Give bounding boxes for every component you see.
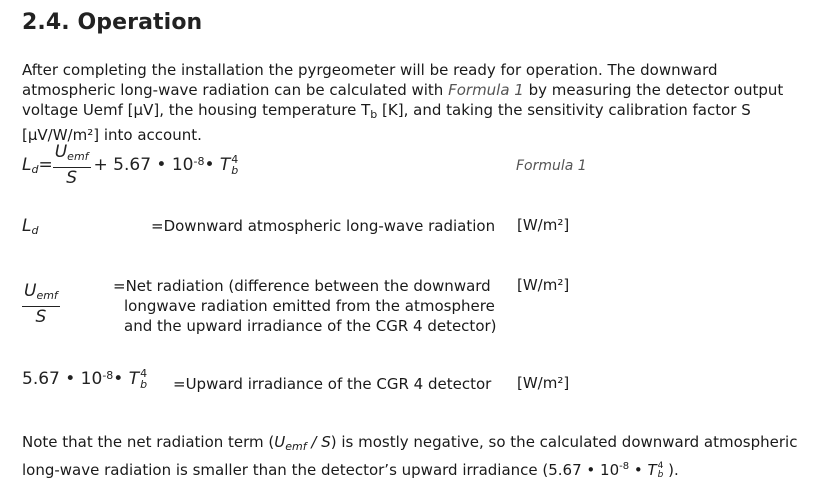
definition-description-upward: =Upward irradiance of the CGR 4 detector <box>173 375 492 393</box>
intro-text-3: [K], and taking the sensitivity calibration factor S [µV/W/m²] into account. <box>22 101 751 144</box>
formula-t-indices: 4 b <box>231 153 239 177</box>
note-slash-s: / S <box>306 433 331 451</box>
note-paragraph <box>22 432 817 480</box>
note-u-symbol: U <box>274 433 286 451</box>
note-text-3: ). <box>663 461 679 479</box>
intro-paragraph <box>22 60 812 145</box>
net-radiation-line-3: and the upward irradiance of the CGR 4 detector) <box>124 317 497 335</box>
definition-symbol-net-radiation: $\frac{U_{emf}}{S}$ <box>24 281 58 327</box>
formula-plus-term: + 5.67 • 10 <box>93 155 194 175</box>
formula-times-t: • T <box>204 155 231 175</box>
net-radiation-line-1: =Net radiation (difference between the downward <box>113 277 491 295</box>
upward-t-indices: 4 b <box>140 367 148 391</box>
definition-unit-net-radiation: [W/m²] <box>517 276 570 294</box>
temperature-subscript: b <box>370 108 378 121</box>
note-t-indices: 4 b <box>657 460 664 480</box>
note-u-subscript: emf <box>285 440 307 453</box>
formula-label: Formula 1 <box>516 158 587 174</box>
definition-symbol-upward: 5.67 • 10 $^{-8}$ • T 4 b <box>22 367 148 391</box>
definition-symbol-ld: $L_d$ <box>22 216 39 237</box>
note-text-1: Note that the net radiation term ( <box>22 433 275 451</box>
formula-equals: = <box>38 155 53 175</box>
section-heading: 2.4. Operation <box>22 10 203 35</box>
note-expression: 5.67 • 10 <box>548 461 620 479</box>
definition-description-ld: =Downward atmospheric long-wave radiation <box>151 217 496 235</box>
formula-reference-link: Formula 1 <box>448 81 524 99</box>
definition-unit-ld: [W/m²] <box>517 216 570 234</box>
definition-unit-upward: [W/m²] <box>517 374 570 392</box>
intro-text-1: After completing the installation the pyrgeometer will be ready for operation. The downward atmospheric long-wave radiation can be calculated with <box>22 61 718 99</box>
net-radiation-line-2: longwave radiation emitted from the atmosphere <box>124 297 495 315</box>
formula-fraction: $\frac{U_{emf}}{S}$ <box>54 142 89 188</box>
formula-exponent: -8 <box>193 154 205 168</box>
note-exponent: -8 <box>619 461 630 472</box>
definition-description-net-radiation <box>113 276 497 336</box>
formula-lhs: $L_d$ <box>22 154 39 176</box>
intro-text-2: by measuring the detector output voltage Uemf [µV], the housing temperature T <box>22 81 784 119</box>
main-formula <box>22 142 238 188</box>
note-times-t: • T <box>629 461 657 479</box>
note-text-2: ) is mostly negative, so the calculated downward atmospheric long-wave radiation is smaller than the detector’s upward irradiance ( <box>22 433 798 479</box>
